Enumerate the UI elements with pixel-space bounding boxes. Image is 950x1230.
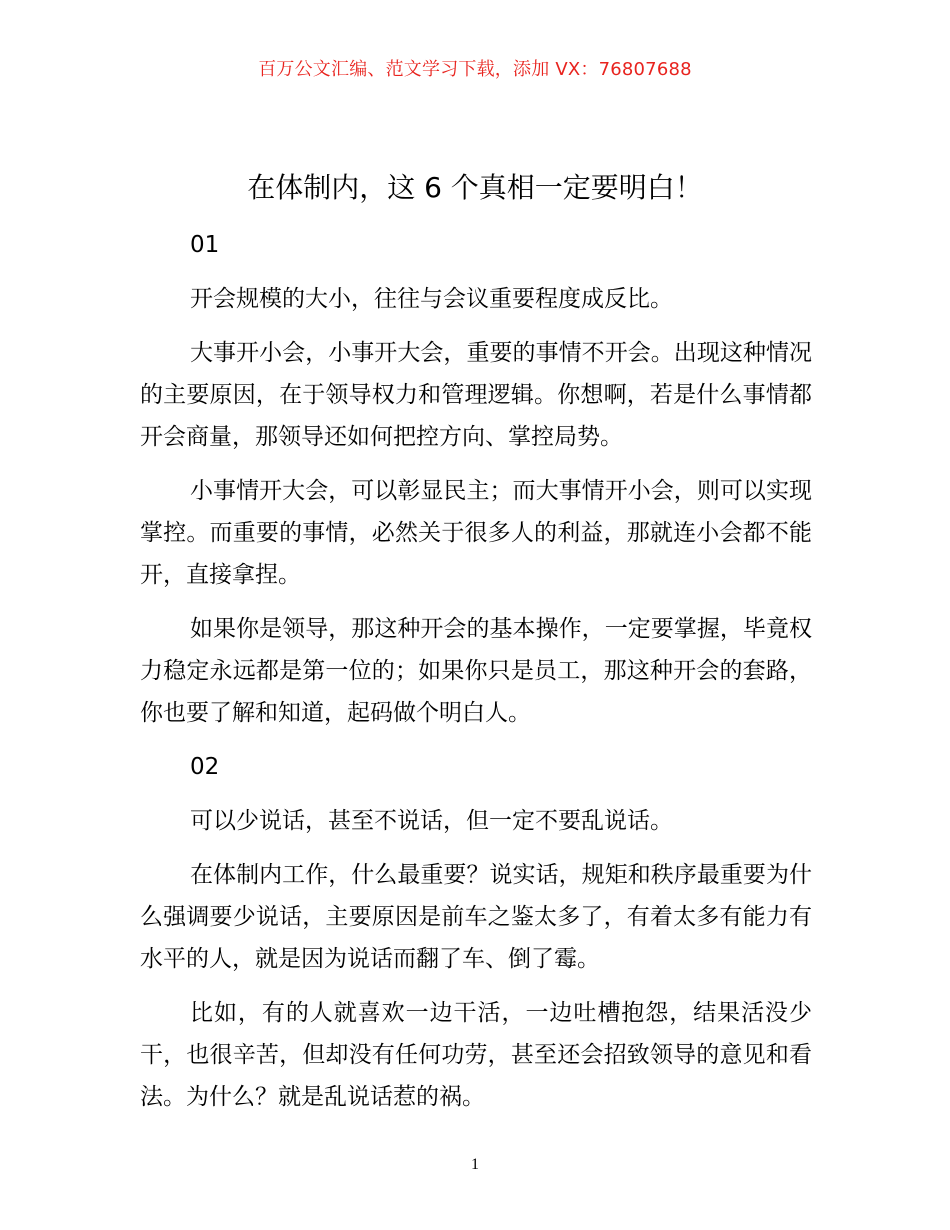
paragraph: 如果你是领导，那这种开会的基本操作，一定要掌握，毕竟权力稳定永远都是第一位的；如果你只是员工，那这种开会的套路，你也要了解和知道，起码做个明白人。 — [140, 616, 812, 726]
paragraph: 大事开小会，小事开大会，重要的事情不开会。出现这种情况的主要原因，在于领导权力和管理逻辑。你想啊，若是什么事情都开会商量，那领导还如何把控方向、掌控局势。 — [140, 340, 812, 450]
document-body — [140, 224, 812, 1130]
paragraph: 可以少说话，甚至不说话，但一定不要乱说话。 — [190, 808, 673, 834]
paragraph: 比如，有的人就喜欢一边干活，一边吐槽抱怨，结果活没少干，也很辛苦，但却没有任何功劳，甚至还会招致领导的意见和看法。为什么？就是乱说话惹的祸。 — [140, 1000, 812, 1110]
section-number: 01 — [190, 232, 220, 258]
document-title: 在体制内，这 6 个真相一定要明白！ — [247, 171, 703, 204]
section-number: 02 — [190, 754, 220, 780]
paragraph: 小事情开大会，可以彰显民主；而大事情开小会，则可以实现掌控。而重要的事情，必然关于很多人的利益，那就连小会都不能开，直接拿捏。 — [140, 478, 812, 588]
header-banner: 百万公文汇编、范文学习下载，添加 VX：76807688 — [258, 59, 692, 80]
paragraph: 开会规模的大小，往往与会议重要程度成反比。 — [190, 286, 673, 312]
paragraph: 在体制内工作，什么最重要？说实话，规矩和秩序最重要为什么强调要少说话，主要原因是前车之鉴太多了，有着太多有能力有水平的人，就是因为说话而翻了车、倒了霉。 — [140, 862, 812, 972]
page-number: 1 — [471, 1156, 479, 1173]
